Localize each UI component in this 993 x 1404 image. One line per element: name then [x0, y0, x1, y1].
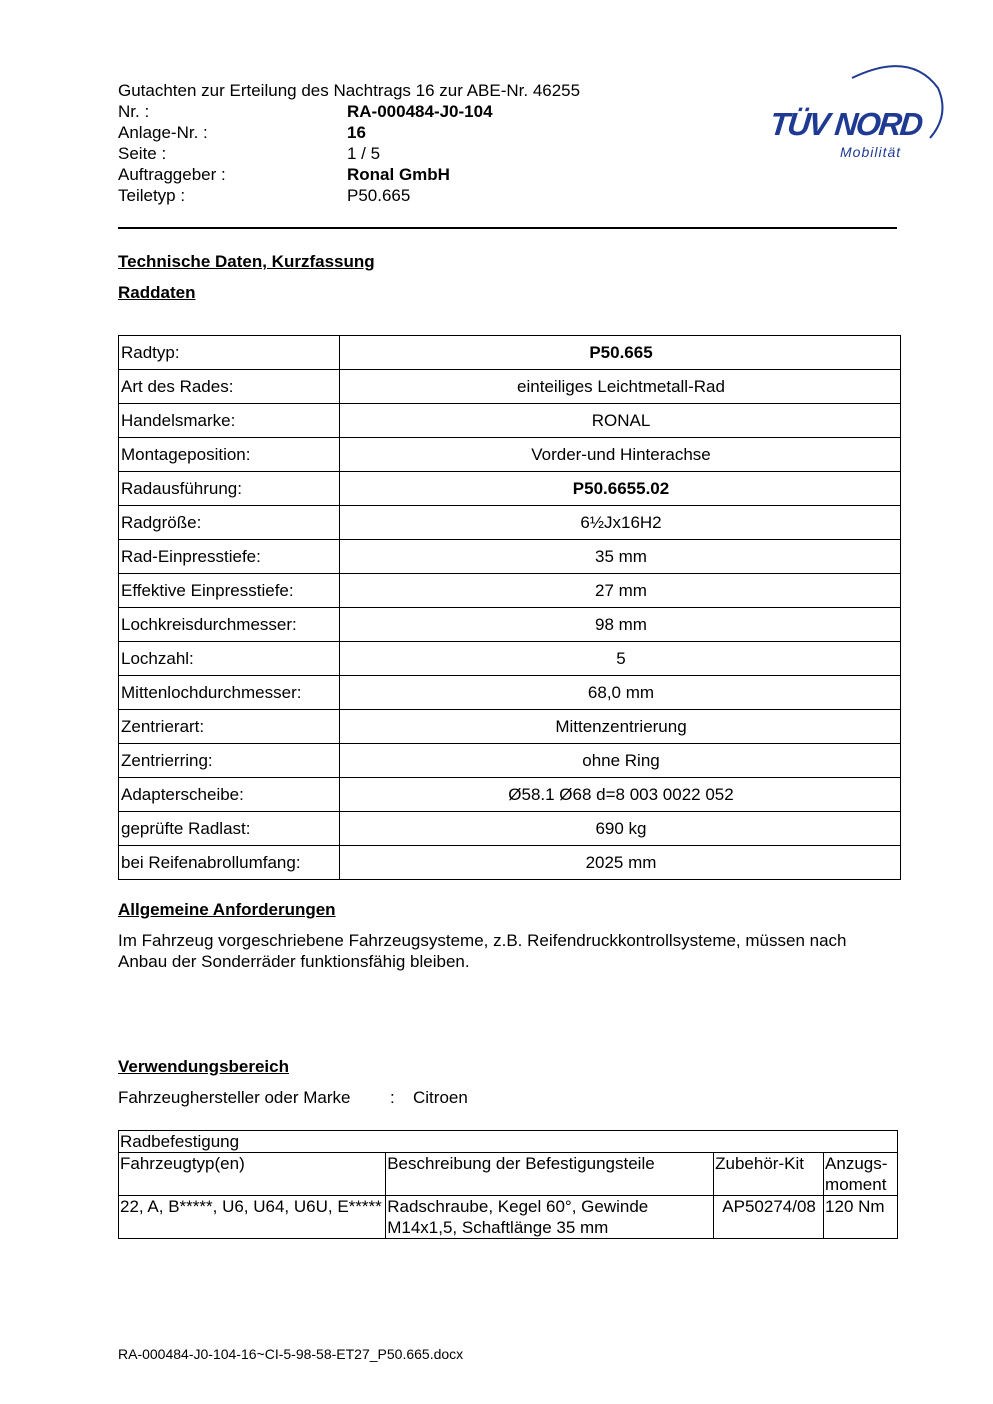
- header-row-anlage: [118, 122, 638, 143]
- wheel-data-table: [118, 335, 901, 880]
- row-value: 27 mm: [340, 574, 901, 608]
- row-label: Handelsmarke:: [119, 404, 340, 438]
- section-heading-raddaten: Raddaten: [118, 283, 196, 302]
- table-row: [119, 472, 901, 506]
- document-title: Gutachten zur Erteilung des Nachtrags 16 zur ABE-Nr. 46255: [118, 81, 581, 100]
- row-label: Rad-Einpresstiefe:: [119, 540, 340, 574]
- fixing-header-cell: Beschreibung der Befestigungsteile: [386, 1153, 714, 1196]
- row-label: Art des Rades:: [119, 370, 340, 404]
- row-label: Radgröße:: [119, 506, 340, 540]
- row-value: 5: [340, 642, 901, 676]
- section-heading-verwendung: Verwendungsbereich: [118, 1057, 289, 1076]
- fixing-header-cell: Anzugs-moment: [824, 1153, 898, 1196]
- row-label: Effektive Einpresstiefe:: [119, 574, 340, 608]
- fixing-cell: Radschraube, Kegel 60°, Gewinde M14x1,5, Schaftlänge 35 mm: [386, 1196, 714, 1239]
- header-label: Nr. :: [118, 102, 150, 121]
- table-row: [119, 438, 901, 472]
- table-row: [119, 574, 901, 608]
- header-row-seite: [118, 143, 638, 164]
- row-value: Mittenzentrierung: [340, 710, 901, 744]
- table-row: [119, 1196, 898, 1239]
- header-value: P50.665: [347, 186, 411, 205]
- fixing-header-cell: Fahrzeugtyp(en): [119, 1153, 386, 1196]
- table-row: [119, 404, 901, 438]
- row-value: 68,0 mm: [340, 676, 901, 710]
- row-label: Lochkreisdurchmesser:: [119, 608, 340, 642]
- fixing-cell: 22, A, B*****, U6, U64, U6U, E*****: [119, 1196, 386, 1239]
- header-value: 1 / 5: [347, 144, 381, 163]
- fixing-title: Radbefestigung: [119, 1131, 898, 1153]
- section-heading-allgemein: Allgemeine Anforderungen: [118, 900, 336, 919]
- document-footer: RA-000484-J0-104-16~CI-5-98-58-ET27_P50.665.docx: [118, 1346, 464, 1362]
- section-heading-tech: Technische Daten, Kurzfassung: [118, 252, 375, 271]
- maker-value: Citroen: [413, 1088, 468, 1107]
- row-label: Radausführung:: [119, 472, 340, 506]
- header-label: Teiletyp :: [118, 186, 186, 205]
- row-value: 690 kg: [340, 812, 901, 846]
- table-row: [119, 778, 901, 812]
- header-label: Auftraggeber :: [118, 165, 226, 184]
- row-label: bei Reifenabrollumfang:: [119, 846, 340, 880]
- table-row: [119, 336, 901, 370]
- row-value: 2025 mm: [340, 846, 901, 880]
- row-label: geprüfte Radlast:: [119, 812, 340, 846]
- table-row: [119, 676, 901, 710]
- maker-label: Fahrzeughersteller oder Marke: [118, 1088, 351, 1107]
- row-label: Adapterscheibe:: [119, 778, 340, 812]
- header-value: 16: [347, 123, 366, 142]
- logo-subtitle: Mobilität: [840, 144, 902, 160]
- row-value: P50.6655.02: [340, 472, 901, 506]
- table-row: [119, 540, 901, 574]
- table-row: [119, 370, 901, 404]
- row-value: RONAL: [340, 404, 901, 438]
- fixing-table: [118, 1130, 898, 1239]
- row-value: Vorder-und Hinterachse: [340, 438, 901, 472]
- row-value: Ø58.1 Ø68 d=8 003 0022 052: [340, 778, 901, 812]
- row-value: 6½Jx16H2: [340, 506, 901, 540]
- logo-brand: TÜV NORD: [768, 106, 924, 142]
- header-value: RA-000484-J0-104: [347, 102, 493, 121]
- fixing-cell: AP50274/08: [714, 1196, 824, 1239]
- fixing-header-cell: Zubehör-Kit: [714, 1153, 824, 1196]
- row-label: Lochzahl:: [119, 642, 340, 676]
- row-label: Zentrierart:: [119, 710, 340, 744]
- table-row: [119, 846, 901, 880]
- header-row-teiletyp: [118, 185, 638, 206]
- table-row: [119, 608, 901, 642]
- table-row: [119, 506, 901, 540]
- tuev-nord-logo: [770, 60, 945, 165]
- row-value: 98 mm: [340, 608, 901, 642]
- row-value: P50.665: [340, 336, 901, 370]
- document-header: [118, 80, 638, 206]
- table-row: [119, 812, 901, 846]
- row-label: Montageposition:: [119, 438, 340, 472]
- allgemein-paragraph: Im Fahrzeug vorgeschriebene Fahrzeugsysteme, z.B. Reifendruckkontrollsysteme, müssen nach Anbau der Sonderräder funktionsfähig bleiben.: [118, 931, 847, 971]
- row-value: einteiliges Leichtmetall-Rad: [340, 370, 901, 404]
- row-value: ohne Ring: [340, 744, 901, 778]
- header-divider: [118, 227, 897, 229]
- maker-separator: :: [390, 1088, 395, 1107]
- header-row-nr: [118, 101, 638, 122]
- table-row: [119, 744, 901, 778]
- fixing-cell: 120 Nm: [824, 1196, 898, 1239]
- table-row: [119, 710, 901, 744]
- header-label: Seite :: [118, 144, 167, 163]
- header-label: Anlage-Nr. :: [118, 123, 208, 142]
- table-row: [119, 642, 901, 676]
- header-row-auftraggeber: [118, 164, 638, 185]
- row-label: Zentrierring:: [119, 744, 340, 778]
- row-label: Radtyp:: [119, 336, 340, 370]
- header-value: Ronal GmbH: [347, 165, 450, 184]
- row-value: 35 mm: [340, 540, 901, 574]
- row-label: Mittenlochdurchmesser:: [119, 676, 340, 710]
- vehicle-maker-line: [118, 1088, 468, 1108]
